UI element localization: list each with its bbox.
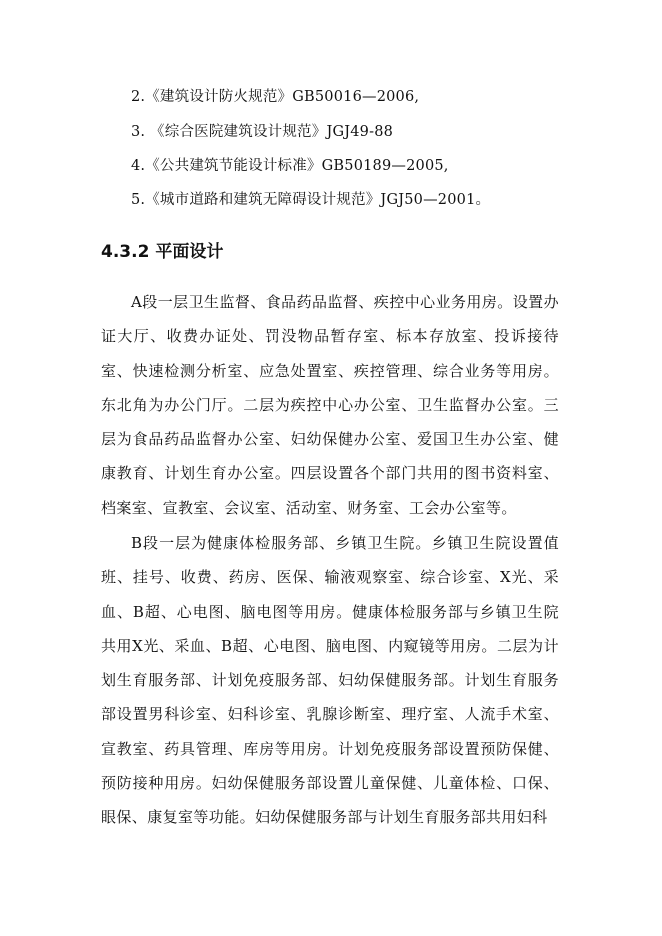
body-paragraph: B段一层为健康体检服务部、乡镇卫生院。乡镇卫生院设置值班、挂号、收费、药房、医保、输液观察室、综合诊室、X光、采血、B超、心电图、脑电图等用房。健康体检服务部与乡镇卫生院共用X光、采血、B超、心电图、脑电图、内窥镜等用房。二层为计划生育服务部、计划免疫服务部、妇幼保健服务部。计划生育服务部设置男科诊室、妇科诊室、乳腺诊断室、理疗室、人流手术室、宣教室、药具管理、库房等用房。计划免疫服务部设置预防保健、预防接种用房。妇幼保健服务部设置儿童保健、儿童体检、口保、眼保、康复室等功能。妇幼保健服务部与计划生育服务部共用妇科 (101, 534, 559, 827)
section-heading: 4.3.2 平面设计 (101, 242, 224, 262)
reference-item: 4.《公共建筑节能设计标准》GB50189—2005, (131, 158, 449, 174)
body-paragraph: A段一层卫生监督、食品药品监督、疾控中心业务用房。设置办证大厅、收费办证处、罚没物品暂存室、标本存放室、投诉接待室、快速检测分析室、应急处置室、疾控管理、综合业务等用房。东北角为办公门厅。二层为疾控中心办公室、卫生监督办公室。三层为食品药品监督办公室、妇幼保健办公室、爱国卫生办公室、健康教育、计划生育办公室。四层设置各个部门共用的图书资料室、档案室、宣教室、会议室、活动室、财务室、工会办公室等。 (101, 293, 559, 517)
reference-item: 3. 《综合医院建筑设计规范》JGJ49-88 (131, 124, 394, 140)
reference-item: 2.《建筑设计防火规范》GB50016—2006, (131, 89, 420, 105)
reference-item: 5.《城市道路和建筑无障碍设计规范》JGJ50—2001。 (131, 192, 491, 208)
